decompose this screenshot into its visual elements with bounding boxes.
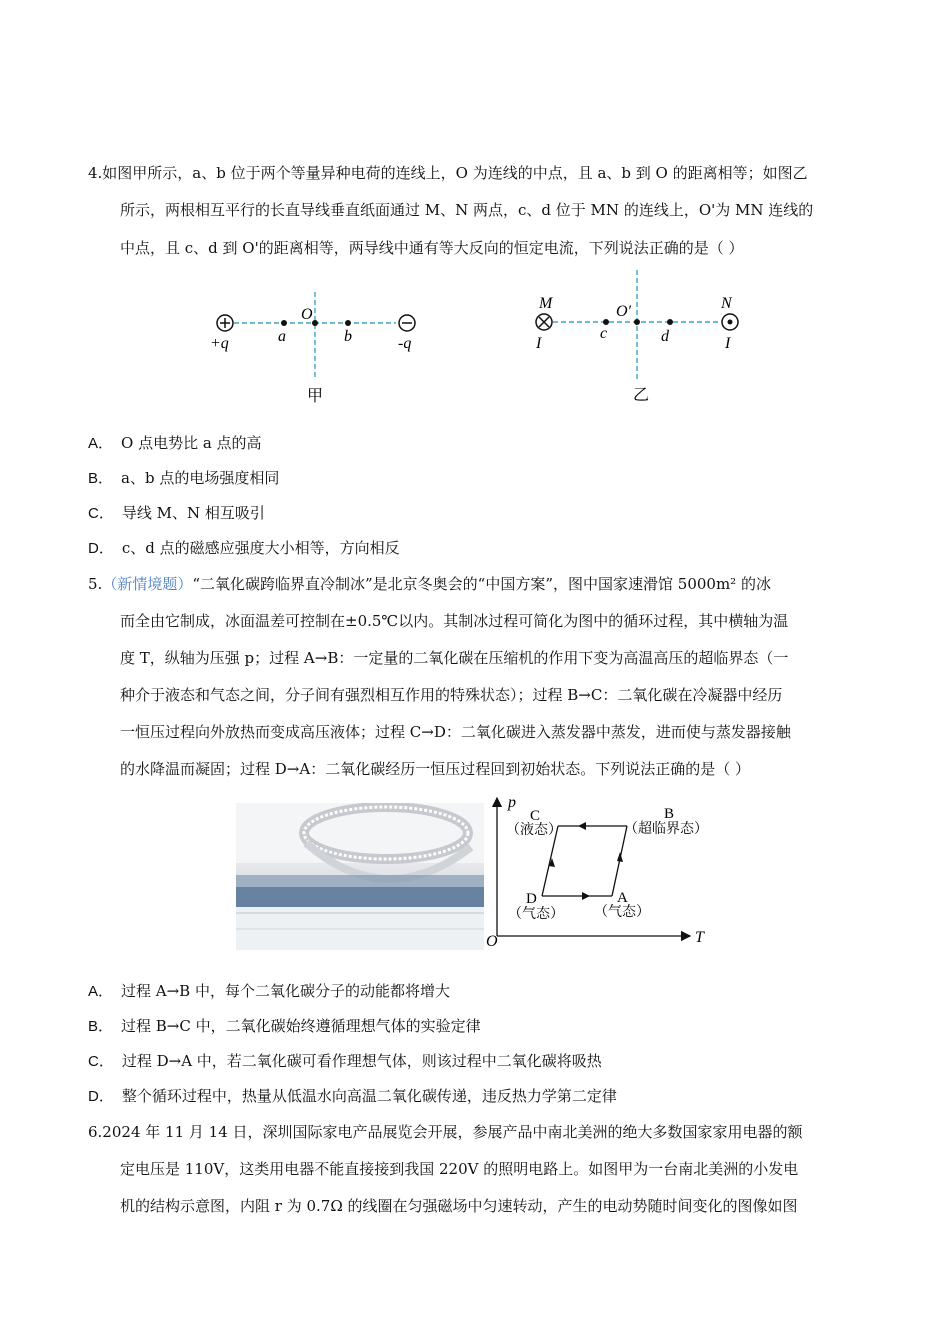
y-axis-label: p [508, 794, 516, 811]
q6-line-1: 6.2024 年 11 月 14 日，深圳国际家电产品展览会开展，参展产品中南北美洲的绝大多数国家家用电器的额 [88, 1123, 803, 1141]
figure-yi [520, 270, 780, 410]
label-b-state: B [664, 806, 675, 822]
option-text: 过程 A→B 中，每个二氧化碳分子的动能都将增大 [121, 982, 450, 1000]
option-label: D． [88, 1088, 114, 1105]
option-label: C． [88, 1053, 114, 1070]
a-state-text: （气态） [594, 905, 650, 920]
q5-number: 5. [88, 575, 103, 593]
b-state-text: （超临界态） [624, 822, 708, 837]
x-axis-label: T [695, 929, 704, 946]
option-label: D． [88, 540, 114, 557]
q4-line-1: 4.如图甲所示，a、b 位于两个等量异种电荷的连线上，O 为连线的中点，且 a、b 到 O 的距离相等；如图乙 [88, 164, 808, 182]
option-text: c、d 点的磁感应强度大小相等，方向相反 [121, 539, 400, 557]
q4-option-d[interactable] [88, 538, 400, 559]
caption-jia: 甲 [307, 388, 324, 405]
ice-rink-photo [236, 803, 484, 950]
q5-line-3: 度 T，纵轴为压强 p；过程 A→B：一定量的二氧化碳在压缩机的作用下变为高温高压的超临界态（一 [120, 649, 789, 667]
q5-line-5: 一恒压过程向外放热而变成高压液体；过程 C→D：二氧化碳进入蒸发器中蒸发，进而使与蒸发器接触 [120, 723, 791, 741]
new-context-tag: （新情境题） [102, 576, 193, 593]
option-label: C． [88, 505, 114, 522]
q4-option-b[interactable] [88, 468, 279, 489]
plus-q-label: +q [210, 335, 229, 352]
q5-option-d[interactable] [88, 1086, 617, 1107]
label-c: c [600, 325, 608, 342]
point-o-prime [634, 319, 640, 325]
figure-jia [200, 292, 440, 410]
label-d-state: D [526, 891, 537, 907]
label-i-left: I [536, 335, 542, 352]
q4-option-c[interactable] [88, 503, 265, 524]
option-text: 导线 M、N 相互吸引 [121, 504, 265, 522]
option-text: 整个循环过程中，热量从低温水向高温二氧化碳传递，违反热力学第二定律 [121, 1087, 617, 1105]
option-text: a、b 点的电场强度相同 [121, 469, 280, 487]
option-label: B． [88, 470, 114, 487]
q5-option-c[interactable] [88, 1051, 602, 1072]
q5-line-6: 的水降温而凝固；过程 D→A：二氧化碳经历一恒压过程回到初始状态。下列说法正确的是（ ） [120, 760, 750, 778]
option-text: 过程 D→A 中，若二氧化碳可看作理想气体，则该过程中二氧化碳将吸热 [121, 1052, 602, 1070]
label-a: a [278, 328, 286, 345]
q5-line-1 [88, 574, 771, 595]
p-t-cycle-diagram [486, 792, 712, 952]
positive-charge-icon [217, 315, 233, 331]
label-b: b [344, 328, 352, 345]
label-i-right: I [725, 335, 731, 352]
q4-line-3: 中点，且 c、d 到 O'的距离相等，两导线中通有等大反向的恒定电流，下列说法正确的是（ ） [120, 239, 744, 257]
current-out-of-page-icon [722, 314, 738, 330]
q6-line-2: 定电压是 110V，这类用电器不能直接接到我国 220V 的照明电路上。如图甲为一台南北美洲的小发电 [120, 1160, 799, 1178]
option-text: O 点电势比 a 点的高 [121, 434, 262, 452]
label-a-state: A [617, 890, 628, 906]
q5-line-2: 而全由它制成，冰面温差可控制在±0.5℃以内。其制冰过程可简化为图中的循环过程，其中横轴为温 [120, 612, 789, 630]
q5-option-b[interactable] [88, 1016, 481, 1037]
point-b [345, 320, 351, 326]
option-text: 过程 B→C 中，二氧化碳始终遵循理想气体的实验定律 [121, 1017, 481, 1035]
point-o [312, 320, 318, 326]
minus-q-label: -q [398, 335, 412, 352]
option-label: A． [88, 983, 114, 1000]
negative-charge-icon [399, 315, 415, 331]
d-state-text: （气态） [508, 907, 564, 922]
label-o-prime: O′ [616, 303, 632, 320]
q4-line-2: 所示，两根相互平行的长直导线垂直纸面通过 M、N 两点，c、d 位于 MN 的连线上，O'为 MN 连线的 [120, 201, 814, 219]
option-label: B． [88, 1018, 114, 1035]
option-label: A． [88, 435, 114, 452]
label-d: d [661, 328, 669, 345]
label-c-state: C [530, 808, 541, 824]
label-n: N [721, 295, 732, 312]
point-a [281, 320, 287, 326]
c-state-text: （液态） [506, 823, 562, 838]
current-into-page-icon [536, 314, 552, 330]
label-o: O [301, 306, 313, 323]
origin-label: O [486, 933, 498, 950]
q5-option-a[interactable] [88, 981, 450, 1002]
caption-yi: 乙 [633, 387, 650, 404]
q4-option-a[interactable] [88, 433, 262, 454]
label-m: M [539, 295, 553, 312]
q6-line-3: 机的结构示意图，内阻 r 为 0.7Ω 的线圈在匀强磁场中匀速转动，产生的电动势随时间变化的图像如图 [120, 1197, 798, 1215]
q5-line-1-text: “二氧化碳跨临界直冷制冰”是北京冬奥会的“中国方案”，图中国家速滑馆 5000m² 的冰 [192, 575, 771, 593]
point-d [667, 319, 673, 325]
q5-line-4: 种介于液态和气态之间，分子间有强烈相互作用的特殊状态）；过程 B→C：二氧化碳在冷凝器中经历 [120, 686, 783, 704]
